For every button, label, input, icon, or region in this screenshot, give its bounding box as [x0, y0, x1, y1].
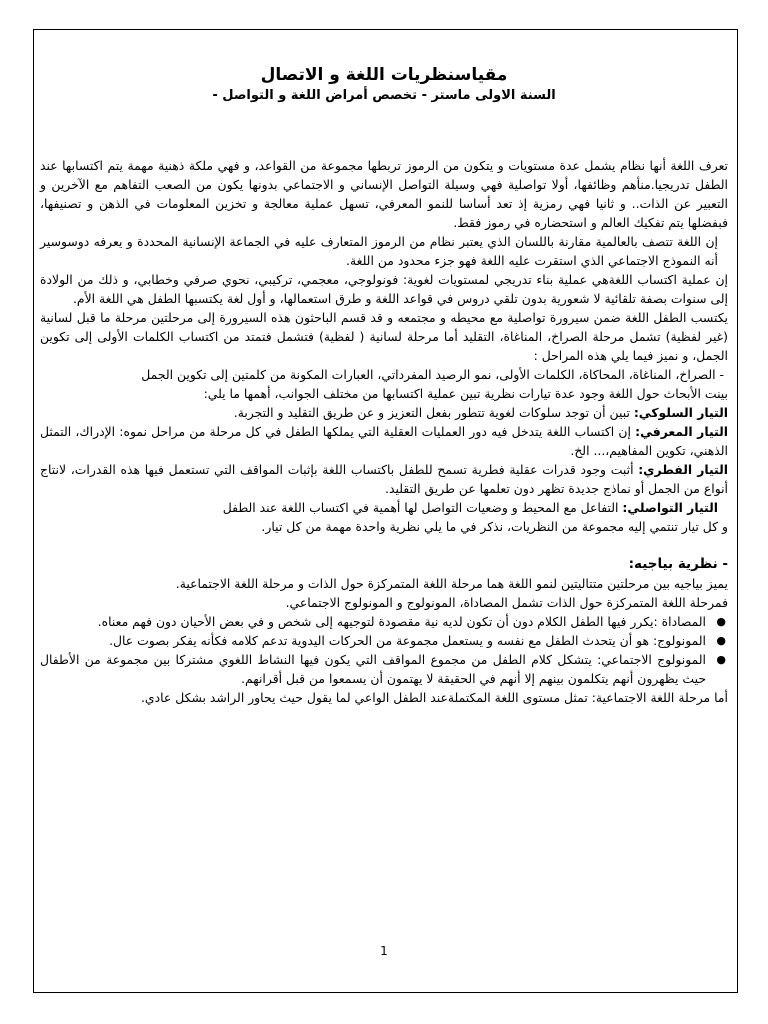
piaget-bullet-list: [40, 612, 728, 688]
current-communicative: [40, 498, 728, 517]
intro-paragraph: تعرف اللغة أنها نظام يشمل عدة مستويات و يتكون من الرموز تربطها مجموعة من القواعد، و فهي ملكة ذهنية مهمة يتم اكتسابها عند الطفل تدريجيا.منأهم وظائفها، أولا تواصلية فهي وسيلة التواصل الإنساني و الاجتماعي بدونها يكون من الصعب التفاهم مع الآخرين و التعبير عن الذات.. و ثانيا فهي رمزية إذ تعد أساسا للنمو المعرفي، تسهل عملية معالجة و تخزين المعلومات في الذهن و تصنيفها، فبفضلها يتم تفكيك العالم و استحضاره في رموز فقط.: [40, 158, 728, 230]
list-item: [40, 612, 726, 631]
bullet-icon: ●: [716, 615, 726, 628]
current-label: التيار المعرفي:: [635, 424, 728, 439]
list-item-text: المونولوج: هو أن يتحدث الطفل مع نفسه و يستعمل مجموعة من الحركات اليدوية تدعم كلامه فكأنه يفكر بصوت عال.: [109, 633, 706, 648]
list-item-text: المونولوج الاجتماعي: يتشكل كلام الطفل من مجموع المواقف التي يكون فيها النشاط اللغوي مشتركا بين مجموعة من الأطفال حيث يظهرون أنهم يتكلمون بينهم إلا أنهم في الحقيقة لا يهتمون أن يسمعوا من قبل أقرانهم.: [40, 652, 706, 686]
piaget-paragraph: فمرحلة اللغة المتمركزة حول الذات تشمل المصاداة، المونولوج و المونولوج الاجتماعي.: [285, 595, 728, 610]
bullet-icon: ●: [716, 653, 726, 666]
current-text: أثبت وجود قدرات عقلية فطرية تسمح للطفل باكتساب اللغة بإثبات المواقف التي تستعمل فيها هذه القدرات، لانتاج أنواع من الجمل أو نماذج جديدة تظهر دون تعلمها عن طريق التقليد.: [40, 462, 728, 496]
current-label: التيار السلوكي:: [633, 405, 728, 420]
piaget-heading: - نظرية بياجيه:: [628, 556, 728, 572]
page-number: 1: [380, 944, 388, 958]
intro-paragraph: إن اللغة تتصف بالعالمية مقارنة باللسان الذي يعتبر نظام من الرموز المتعارف عليه في الجماعة الإنسانية المحددة و يعرفه دوسوسير أنه النموذج الاجتماعي الذي استقرت عليه اللغة فهو جزء محدود من اللغة.: [40, 234, 718, 268]
bullet-icon: ●: [716, 634, 726, 647]
document-subtitle: السنة الاولى ماستر - تخصص أمراض اللغة و التواصل -: [212, 88, 556, 103]
current-label: التيار التواصلي:: [622, 500, 718, 515]
list-item-text: المصاداة :يكرر فيها الطفل الكلام دون أن تكون لديه نية مقصودة لتوجيهه إلى شخص و في بعض الأحيان دون فهم معناه.: [97, 614, 706, 629]
list-item: [40, 650, 726, 688]
current-text: تبين أن توجد سلوكات لغوية تتطور بفعل التعزيز و عن طريق التقليد و التجربة.: [233, 405, 634, 420]
stages-list-item: - الصراخ، المناغاة، المحاكاة، الكلمات الأولى، نمو الرصيد المفرداتي، العبارات المكونة من كلمتين إلى تكوين الجمل: [141, 367, 724, 382]
currents-outro: و كل تيار تنتمي إليه مجموعة من النظريات، نذكر في ما يلي نظرية واحدة مهمة من كل تيار.: [261, 519, 728, 534]
current-behavioral: [40, 403, 728, 422]
piaget-paragraph: يميز بياجيه بين مرحلتين متتاليتين لنمو اللغة هما مرحلة اللغة المتمركزة حول الذات و مرحلة اللغة الاجتماعية.: [175, 576, 728, 591]
document-body: [40, 64, 728, 707]
current-text: التفاعل مع المحيط و وضعيات التواصل لها أهمية في اكتساب اللغة عند الطفل: [222, 500, 623, 515]
current-cognitive: [40, 422, 728, 460]
list-item: [40, 631, 726, 650]
intro-paragraph: يكتسب الطفل اللغة ضمن سيرورة تواصلية مع محيطه و مجتمعه و قد قسم الباحثون هذه السيرورة إلى مرحلتين مرحلة ما قبل لسانية (غير لفظية) تشمل مرحلة الصراخ، المناغاة، التقليد أما مرحلة لسانية ( لفظية) فتشمل فتمتد من اكتساب الكلمات الأولى إلى تكوين الجمل، و نميز فيما يلي هذه المراحل :: [40, 310, 728, 363]
intro-paragraph: إن عملية اكتساب اللغةهي عملية بناء تدريجي لمستويات لغوية: فونولوجي، معجمي، تركيبي، نحوي صرفي وخطابي، و ذلك من الولادة إلى سنوات بصفة تلقائية لا شعورية بدون تلقي دروس في قواعد اللغة و طرق استعمالها، و أول لغة يكتسبها الطفل هي اللغة الأم.: [40, 272, 728, 306]
document-title: مقياسنظريات اللغة و الاتصال: [260, 65, 508, 85]
current-label: التيار الفطري:: [638, 462, 728, 477]
currents-intro: بينت الأبحاث حول اللغة وجود عدة تيارات نظرية تبين عملية اكتسابها من مختلف الجوانب، أهمها ما يلي:: [203, 386, 728, 401]
piaget-closing: أما مرحلة اللغة الاجتماعية: تمثل مستوى اللغة المكتملةعند الطفل الواعي لما يقول حيث يحاور الراشد بشكل عادي.: [140, 690, 728, 705]
current-innate: [40, 460, 728, 498]
current-text: إن اكتساب اللغة يتدخل فيه دور العمليات العقلية التي يملكها الطفل في كل مرحلة من مراحل نموه: الإدراك، التمثل الذهني، تكوين المفاهيم،... الخ.: [40, 424, 728, 458]
